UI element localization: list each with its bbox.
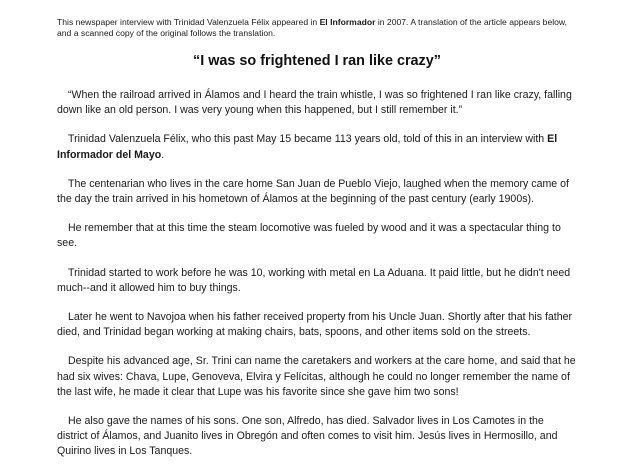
paragraph-2-end: .	[161, 148, 165, 161]
paragraph-3: The centenarian who lives in the care home San Juan de Pueblo Viejo, laughed when the memory came of the day the train arrived in his hometown of Álamos at the beginning of the past century (early 1900s).	[57, 177, 569, 206]
intro-note	[57, 17, 577, 39]
paragraph-1: “When the railroad arrived in Álamos and I heard the train whistle, I was so frightened I ran like crazy, falling down like an old person. I was very young when this happened, but I still remember it.”	[57, 89, 572, 117]
paragraph-2	[57, 132, 577, 162]
paragraph-2-text: Trinidad Valenzuela Félix, who this past May 15 became 113 years old, told of this in an interview with	[68, 133, 548, 146]
intro-text-after: in 2007. A translation of the article appears below, and a scanned copy of the original follows the translation.	[57, 17, 568, 38]
paragraph-6: Later he went to Navojoa when his father received property from his Uncle Juan. Shortly after that his father died, and Trinidad began working at making chairs, bats, spoons, and other items sold on the streets.	[57, 311, 573, 339]
paragraph-5: Trinidad started to work before he was 10, working with metal en La Aduana. It paid little, but he didn't need much--and it allowed him to buy things.	[57, 266, 571, 294]
article-title: “I was so frightened I ran like crazy”	[193, 53, 441, 69]
document-page	[57, 17, 577, 460]
intro-text-before: This newspaper interview with Trinidad Valenzuela Félix appeared in	[57, 17, 320, 27]
paragraph-7: Despite his advanced age, Sr. Trini can name the caretakers and workers at the care home, and said that he had six wives: Chava, Lupe, Genoveva, Elvira y Felícitas, although he could no longer remember the name of the last wife, he made it clear that Lupe was his favorite since she gave him two sons!	[57, 355, 576, 398]
paragraph-2-newspaper: El Informador del Mayo	[57, 133, 558, 161]
paragraph-4: He remember that at this time the steam locomotive was fueled by wood and it was a spectacular thing to see.	[57, 222, 561, 250]
paragraph-8: He also gave the names of his sons. One son, Alfredo, has died. Salvador lives in Los Camotes in the district of Álamos, and Juanito lives in Obregón and often comes to visit him. Jesús lives in Hermosillo, and Quirino lives in Los Tanques.	[57, 415, 558, 458]
intro-newspaper-name: El Informador	[319, 17, 376, 27]
